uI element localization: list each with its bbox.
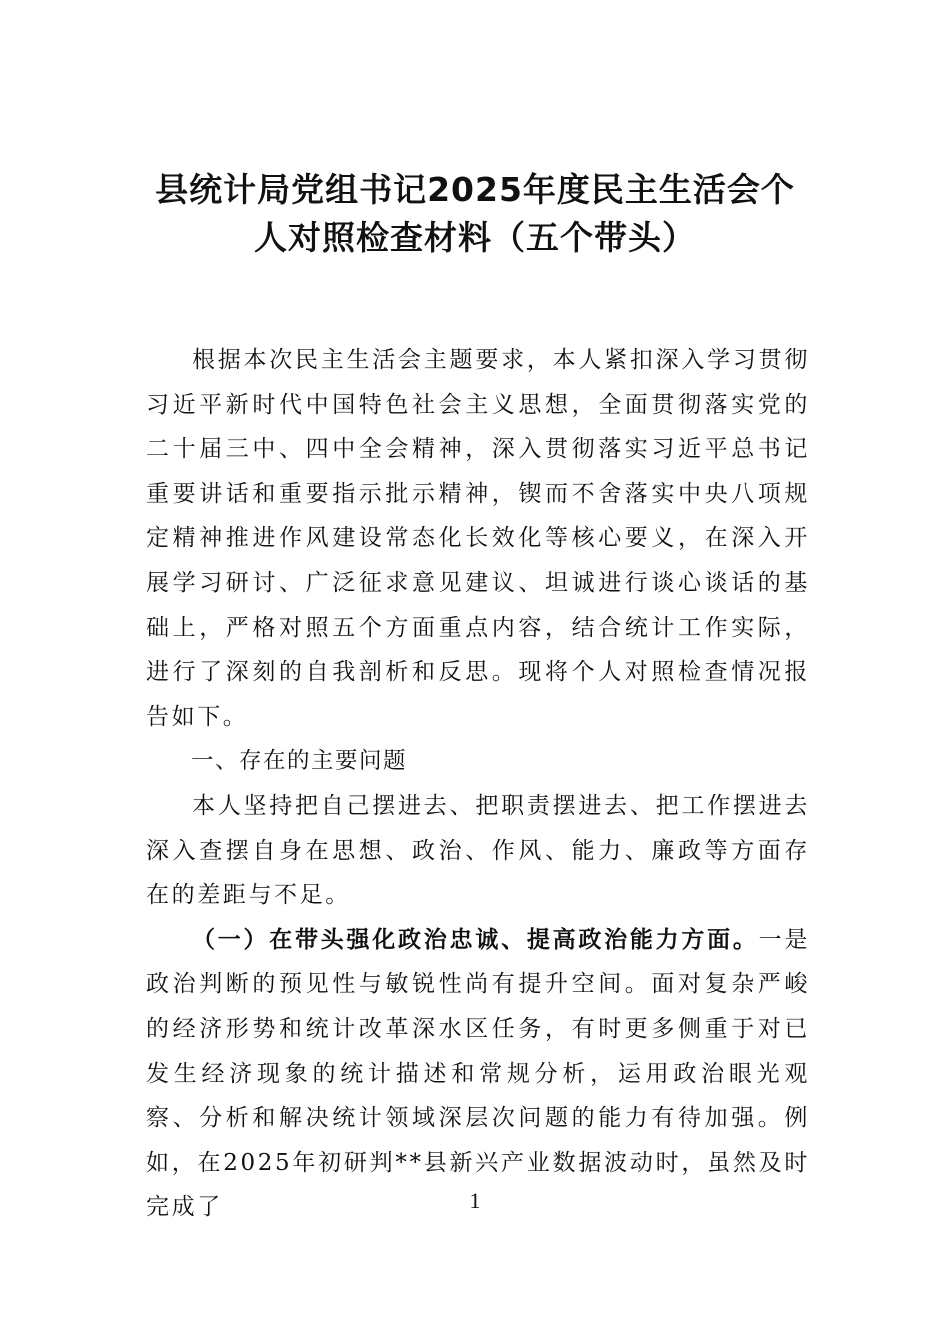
item-1-lead: （一）在带头强化政治忠诚、提高政治能力方面。	[192, 925, 759, 953]
section-heading-main-problems: 一、存在的主要问题	[191, 748, 408, 775]
item-1-text: 一是政治判断的预见性与敏锐性尚有提升空间。面对复杂严峻的经济形势和统计改革深水区任务，有时更多侧重于对已发生经济现象的统计描述和常规分析，运用政治眼光观察、分析和解决统计领域深层次问题的能力有待加强。例如，在2025年初研判**县新兴产业数据波动时，虽然及时完成了	[146, 926, 810, 1221]
section-1-paragraph: 本人坚持把自己摆进去、把职责摆进去、把工作摆进去深入查摆自身在思想、政治、作风、能力、廉政等方面存在的差距与不足。	[146, 792, 810, 909]
document-title-line-1: 县统计局党组书记2025年度民主生活会个	[155, 170, 795, 209]
item-1-paragraph	[146, 918, 810, 1230]
intro-paragraph: 根据本次民主生活会主题要求，本人紧扣深入学习贯彻习近平新时代中国特色社会主义思想，全面贯彻落实党的二十届三中、四中全会精神，深入贯彻落实习近平总书记重要讲话和重要指示批示精神，锲而不舍落实中央八项规定精神推进作风建设常态化长效化等核心要义，在深入开展学习研讨、广泛征求意见建议、坦诚进行谈心谈话的基础上，严格对照五个方面重点内容，结合统计工作实际，进行了深刻的自我剖析和反思。现将个人对照检查情况报告如下。	[146, 347, 810, 730]
page-number: 1	[469, 1188, 481, 1213]
document-body	[146, 338, 810, 1230]
document-title-line-2: 人对照检查材料（五个带头）	[254, 218, 696, 257]
